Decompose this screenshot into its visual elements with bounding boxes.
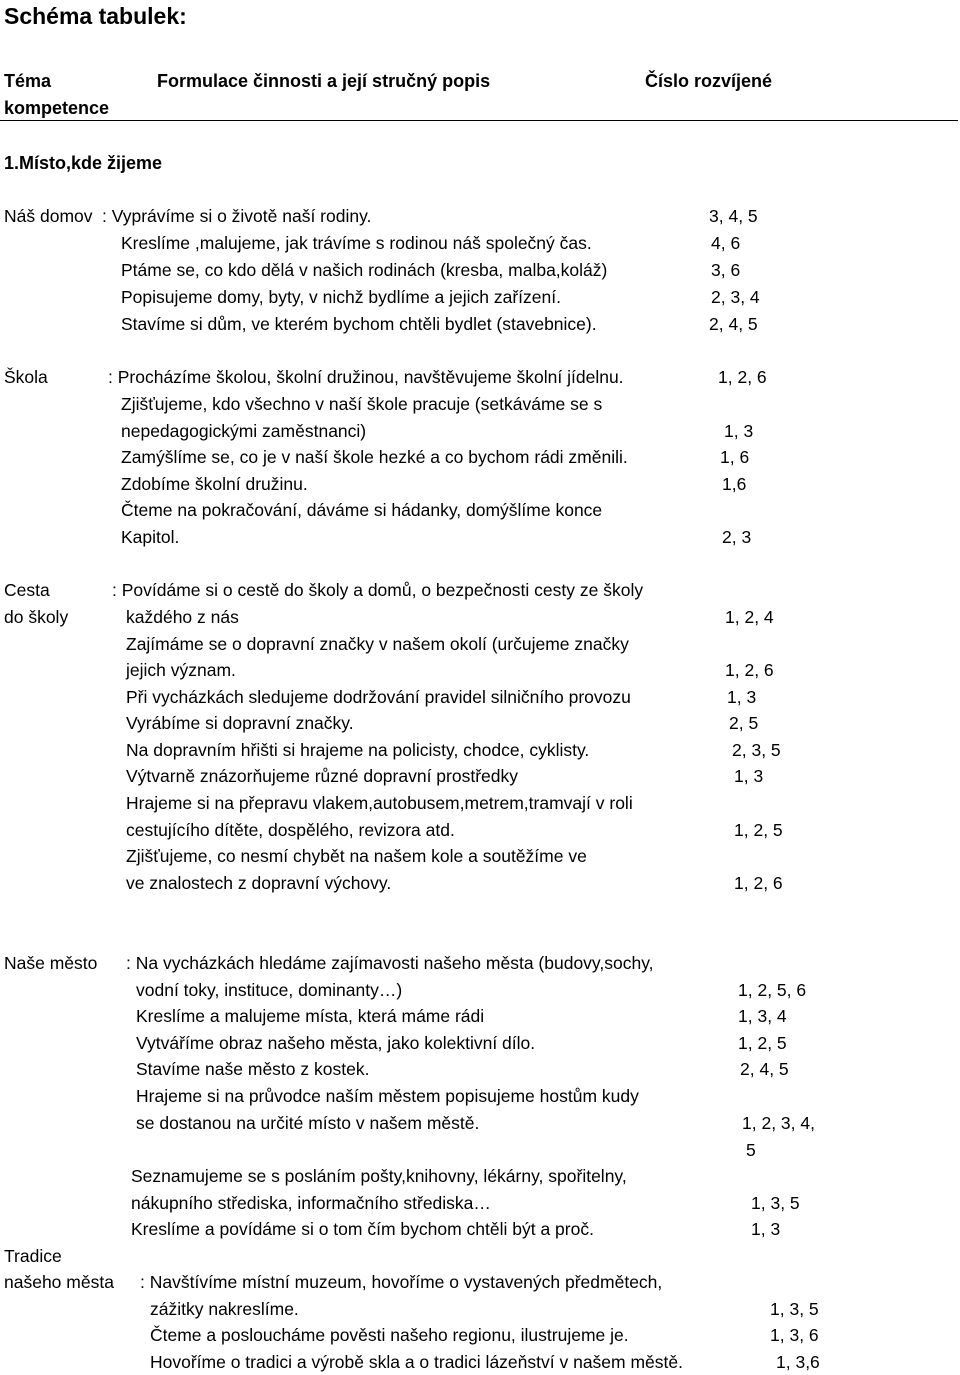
topic-nas-domov: Náš domov: [4, 206, 93, 226]
competence-number: 1, 3: [727, 687, 757, 707]
activity-text: Zajímáme se o dopravní značky v našem okolí (určujeme značky: [126, 634, 629, 654]
competence-number: 1, 2, 3, 4,: [742, 1113, 815, 1133]
competence-number: 1, 3,6: [776, 1352, 820, 1372]
competence-number: 3, 4, 5: [709, 206, 758, 226]
activity-text: se dostanou na určité místo v našem městě.: [136, 1113, 480, 1133]
page-title: Schéma tabulek:: [4, 3, 187, 29]
activity-text: Hrajeme si na přepravu vlakem,autobusem,metrem,tramvají v roli: [126, 793, 633, 813]
activity-text: Čteme na pokračování, dáváme si hádanky, domýšlíme konce: [121, 500, 603, 520]
competence-number: 3, 6: [711, 260, 741, 280]
activity-text: každého z nás: [126, 607, 239, 627]
activity-text: Stavíme naše město z kostek.: [136, 1059, 370, 1079]
topic-cesta-cont: do školy: [4, 607, 69, 627]
activity-text: : Procházíme školou, školní družinou, navštěvujeme školní jídelnu.: [108, 367, 624, 387]
topic-nase-mesto: Naše město: [4, 953, 98, 973]
activity-text: Zjišťujeme, kdo všechno v naší škole pracuje (setkáváme se s: [121, 394, 603, 414]
header-topic: Téma: [4, 71, 52, 91]
activity-text: jejich význam.: [126, 660, 236, 680]
competence-number: 1, 3, 5: [751, 1193, 800, 1213]
competence-number: 4, 6: [711, 233, 741, 253]
activity-text: Výtvarně znázorňujeme různé dopravní prostředky: [126, 766, 519, 786]
activity-text: nepedagogickými zaměstnanci): [121, 421, 367, 441]
activity-text: Vyrábíme si dopravní značky.: [126, 713, 354, 733]
activity-text: Při vycházkách sledujeme dodržování pravidel silničního provozu: [126, 687, 631, 707]
competence-number: 1, 2, 6: [725, 660, 774, 680]
activity-text: ve znalostech z dopravní výchovy.: [126, 873, 392, 893]
competence-number: 1, 3: [751, 1219, 781, 1239]
activity-text: vodní toky, instituce, dominanty…): [136, 980, 403, 1000]
activity-text: : Povídáme si o cestě do školy a domů, o bezpečnosti cesty ze školy: [112, 580, 644, 600]
activity-text: cestujícího dítěte, dospělého, revizora atd.: [126, 820, 455, 840]
competence-number: 1, 3, 6: [770, 1325, 819, 1345]
activity-text: : Vyprávíme si o životě naší rodiny.: [102, 206, 372, 226]
competence-number: 1, 2, 6: [718, 367, 767, 387]
competence-number: 1, 2, 5: [738, 1033, 787, 1053]
competence-number: 2, 5: [729, 713, 759, 733]
section-title: 1.Místo,kde žijeme: [4, 153, 163, 173]
activity-text: nákupního střediska, informačního střediska…: [131, 1193, 491, 1213]
activity-text: Kreslíme a povídáme si o tom čím bychom chtěli být a proč.: [131, 1219, 594, 1239]
competence-number: 1, 2, 5, 6: [738, 980, 807, 1000]
header-number: Číslo rozvíjené: [645, 71, 773, 91]
competence-number: 2, 4, 5: [740, 1059, 789, 1079]
activity-text: Ptáme se, co kdo dělá v našich rodinách (kresba, malba,koláž): [121, 260, 608, 280]
competence-number: 2, 4, 5: [709, 314, 758, 334]
activity-text: Čteme a posloucháme pověsti našeho regionu, ilustrujeme je.: [150, 1325, 629, 1345]
activity-text: Zjišťujeme, co nesmí chybět na našem kole a soutěžíme ve: [126, 846, 587, 866]
topic-tradice-cont: našeho města: [4, 1272, 114, 1292]
activity-text: : Na vycházkách hledáme zajímavosti našeho města (budovy,sochy,: [126, 953, 654, 973]
competence-number: 2, 3: [722, 527, 752, 547]
header-activity: Formulace činnosti a její stručný popis: [157, 71, 491, 91]
activity-text: Popisujeme domy, byty, v nichž bydlíme a jejich zařízení.: [121, 287, 561, 307]
activity-text: Stavíme si dům, ve kterém bychom chtěli bydlet (stavebnice).: [121, 314, 597, 334]
competence-number: 1, 3, 5: [770, 1299, 819, 1319]
competence-number: 2, 3, 4: [711, 287, 760, 307]
competence-number: 1, 2, 6: [734, 873, 783, 893]
activity-text: Vytváříme obraz našeho města, jako kolektivní dílo.: [136, 1033, 536, 1053]
competence-number: 1, 6: [720, 447, 750, 467]
activity-text: Seznamujeme se s posláním pošty,knihovny, lékárny, spořitelny,: [131, 1166, 627, 1186]
activity-text: Hrajeme si na průvodce naším městem popisujeme hostům kudy: [136, 1086, 639, 1106]
activity-text: Zamýšlíme se, co je v naší škole hezké a co bychom rádi změnili.: [121, 447, 628, 467]
competence-number: 1, 3: [724, 421, 754, 441]
competence-number: 1,6: [722, 474, 747, 494]
activity-text: Na dopravním hřišti si hrajeme na policisty, chodce, cyklisty.: [126, 740, 590, 760]
competence-number: 1, 2, 4: [725, 607, 774, 627]
activity-text: zážitky nakreslíme.: [150, 1299, 299, 1319]
activity-text: Kreslíme a malujeme místa, která máme rádi: [136, 1006, 485, 1026]
activity-text: Kapitol.: [121, 527, 180, 547]
activity-text: Zdobíme školní družinu.: [121, 474, 308, 494]
competence-number: 1, 3: [734, 766, 764, 786]
competence-number-cont: 5: [746, 1140, 756, 1160]
header-divider: [0, 120, 958, 121]
header-topic-cont: kompetence: [4, 98, 110, 118]
activity-text: : Navštívíme místní muzeum, hovoříme o vystavených předmětech,: [140, 1272, 663, 1292]
activity-text: Hovoříme o tradici a výrobě skla a o tradici lázeňství v našem městě.: [150, 1352, 683, 1372]
topic-skola: Škola: [4, 367, 48, 387]
topic-cesta: Cesta: [4, 580, 50, 600]
activity-text: Kreslíme ,malujeme, jak trávíme s rodinou náš společný čas.: [121, 233, 592, 253]
competence-number: 1, 2, 5: [734, 820, 783, 840]
competence-number: 2, 3, 5: [732, 740, 781, 760]
topic-tradice: Tradice: [4, 1246, 62, 1266]
competence-number: 1, 3, 4: [738, 1006, 787, 1026]
